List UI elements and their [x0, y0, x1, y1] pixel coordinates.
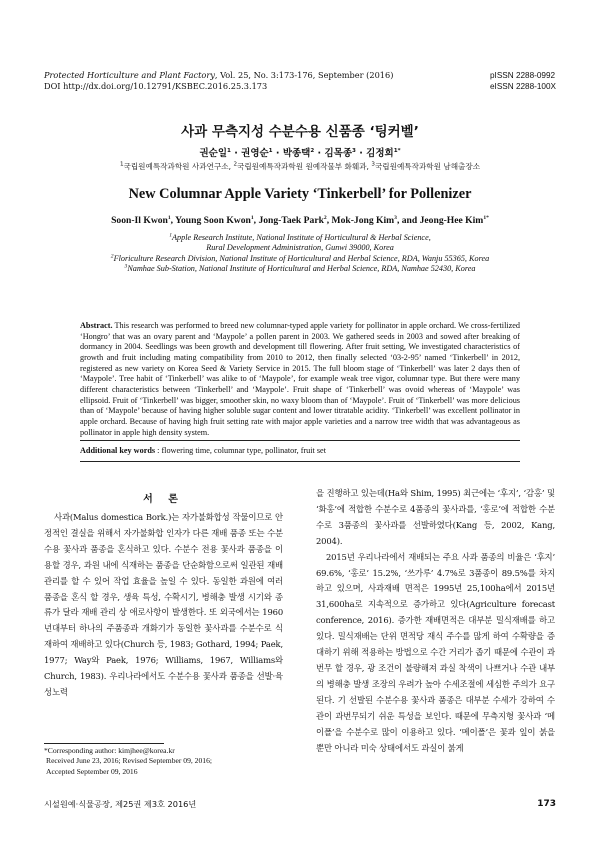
- key-words-label: Additional key words: [80, 446, 156, 455]
- author-name: Jeong-Hee Kim: [419, 215, 484, 226]
- author-affiliation-sup: 1: [268, 147, 273, 154]
- author-separator: ,: [326, 215, 332, 226]
- eissn: eISSN 2288-100X: [490, 82, 556, 91]
- abstract: [80, 321, 520, 438]
- author-separator: ,: [170, 215, 176, 226]
- intro-paragraph-2: 을 진행하고 있는데(Ha와 Shim, 1995) 최근에는 ‘후지’, ‘감홍’ 및 ‘화홍’에 적합한 수분수로 4품종의 꽃사과를, ‘홍로’에 적합한 수분수로 3품종의 꽃사과를 선발하였다(Kang 등, 2002, Kang, 2004).: [316, 488, 555, 546]
- author-separator: ,: [253, 215, 259, 226]
- korean-affiliation: 국립원예특작과학원 원예작물부 화훼과,: [237, 162, 372, 171]
- author-affiliation-sup: 1: [167, 214, 171, 221]
- affil-sup: 3: [124, 263, 128, 270]
- affil-1-line2: Rural Development Administration, Gunwi 39000, Korea: [206, 243, 394, 253]
- author-affiliation-sup: 3: [394, 214, 397, 221]
- author-separator: ·: [314, 148, 325, 159]
- author-affiliation-sup: 1: [227, 147, 231, 154]
- affil-sup: 1: [169, 232, 173, 239]
- doi: DOI http://dx.doi.org/10.12791/KSBEC.2016.25.3.173: [44, 81, 268, 91]
- pissn: pISSN 2288-0992: [490, 71, 556, 80]
- key-words-text: : flowering time, columnar type, pollinator, fruit set: [155, 446, 326, 455]
- footnote-divider: [44, 743, 164, 744]
- author-name: 권순일: [199, 148, 227, 159]
- affil-1-line1: Apple Research Institute, National Institute of Horticultural & Herbal Science,: [172, 233, 431, 242]
- abstract-label: Abstract.: [80, 321, 113, 330]
- author-name: Soon-Il Kwon: [111, 215, 168, 226]
- author-name: Mok-Jong Kim: [331, 215, 395, 226]
- author-affiliation-sup: 2: [310, 147, 315, 154]
- affil-sup: 2: [110, 253, 114, 260]
- divider-top: [80, 440, 520, 441]
- author-name: Jong-Taek Park: [258, 215, 324, 226]
- abstract-text: This research was performed to breed new columnar-typed apple variety for pollinator in apple orchard. We cross-fertilized ‘Hongro’ that was an ovary parent and ‘Maypole’ a pollen parent in 2003. We gathered seeds in 2003 and sowed after breaking of dormancy in 2004. Seedlings was been growth and development till flowering. After fruit setting, We investigated characteristics of growth and fruit including mating compatibility from 2010 to 2012, then finally selected ‘03-2-95’ named ‘Tinkerbell’ in 2012, registered as new variety on Korea Seed & Variety Service in 2015. The full bloom stage of ‘Tinkerbell’ was later 2 days then of ‘Maypole’. Tree habit of ‘Tinkerbell’ was alike to of ‘Maypole’, for example weak tree vigor, columnar type. But there were many different characteristics between ‘Tinkerbell’ and ‘Maypole’. Fruit shape of ‘Tinkerbell’ was ovoid whereas of ‘Maypole’ was ellipsoid. Fruit of ‘Tinkerbell’ was bigger, smoother skin, no waxy bloom than of ‘Maypole’. Fruit of ‘Tinkerbell’ was more delicious than of ‘Maypole’ because of having higher soluble sugar content and lower titratable acidity. ‘Tinkerbell’ was excellent pollinator in apple orchard. Because of having high fruit setting rate with major apple varieties and a narrow tree width that was advantageous as pollinator in apple high density system.: [80, 321, 520, 437]
- korean-affiliation: 국립원예특작과학원 사과연구소,: [123, 162, 234, 171]
- author-affiliation-sup: 1*: [483, 214, 489, 221]
- intro-paragraph-3: 2015년 우리나라에서 재배되는 주요 사과 품종의 비율은 ‘후지’ 69.6%, ‘홍로’ 15.2%, ‘쓰가루’ 4.7%로 3품종이 89.5%를 차지하고 있으며, 사과재배 면적은 1995년 25,100ha에서 2015년 31,600ha로 지속적으로 증가하고 있다(Agriculture forecast conference, 2016). 증가한 재배면적은 대부분 밀식재배를 하고 있다. 밀식재배는 단위 면적당 재식 주수를 많게 하여 수확량을 증대하기 위해 적용하는 방법으로 수간 거리가 좁기 때문에 수관이 과번무 할 경우, 광 조건이 불량해져 과실 착색이 나쁘거나 수관 내부의 병해충 발생 조장의 우려가 높아 수세조절에 세심한 주의가 요구된다. 기 선발된 수분수용 꽃사과 품종은 대부분 수세가 강하여 수관이 과번무되기 쉬운 특성을 보인다. 때문에 무측지형 꽃사과 ‘메이폴’을 수분수로 많이 이용하고 있다. ‘메이폴’은 꽃과 잎이 붉을 뿐만 아니라 미숙 상태에서도 과실이 붉게: [316, 551, 555, 753]
- affil-sup: 1: [119, 161, 124, 168]
- english-affiliations: [0, 233, 600, 275]
- english-authors: [0, 215, 600, 226]
- korean-affiliations: [0, 161, 600, 172]
- header-citation: [44, 70, 393, 92]
- footer-journal: 시설원예·식물공장, 제25권 제3호 2016년: [44, 799, 197, 809]
- issn-block: [490, 70, 556, 92]
- korean-authors: [0, 145, 600, 159]
- author-name: 박종택: [282, 148, 311, 159]
- accepted-date: Accepted September 09, 2016: [46, 766, 138, 776]
- english-title: New Columnar Apple Variety ‘Tinkerbell’ for Pollenizer: [128, 186, 472, 202]
- affil-2: Floriculture Research Division, National Institute of Horticultural and Herbal Science, RDA, Wanju 55365, Korea: [113, 253, 490, 263]
- author-separator: ·: [272, 148, 283, 159]
- journal-volume: , Vol. 25, No. 3:173-176, September (2016): [214, 70, 394, 80]
- author-affiliation-sup: 2: [323, 214, 327, 221]
- korean-affiliation: 국립원예특작과학원 남해출장소: [374, 162, 481, 171]
- affil-sup: 2: [233, 161, 238, 168]
- author-separator: , and: [396, 215, 420, 226]
- author-name: 김정희: [366, 148, 394, 159]
- author-affiliation-sup: 1: [250, 214, 254, 221]
- received-date: Received June 23, 2016; Revised September 09, 2016;: [46, 756, 212, 766]
- section-title-introduction: 서 론: [143, 494, 184, 505]
- author-affiliation-sup: 1*: [393, 147, 401, 154]
- divider-bottom: [80, 461, 520, 462]
- author-name: Young Soon Kwon: [175, 215, 251, 226]
- footnote: [44, 746, 294, 777]
- author-name: 김목종: [324, 148, 353, 159]
- body-column-right: [316, 486, 555, 756]
- corresponding-author: *Corresponding author: kimjhee@korea.kr: [44, 746, 175, 755]
- running-header: [44, 70, 556, 92]
- page-number: 173: [537, 799, 556, 809]
- author-separator: ·: [230, 148, 242, 159]
- journal-name: Protected Horticulture and Plant Factory: [44, 70, 215, 80]
- author-separator: ·: [355, 148, 367, 159]
- affil-3: Namhae Sub-Station, National Institute of Horticultural and Herbal Science, RDA, Namhae 52430, Korea: [127, 264, 476, 274]
- author-affiliation-sup: 3: [352, 147, 356, 154]
- affil-sup: 3: [371, 161, 375, 168]
- intro-paragraph-1: 사과(Malus domestica Bork.)는 자가불화합성 작물이므로 안정적인 결실을 위해서 자가불화합 인자가 다른 재배 품종 또는 수분수용 꽃사과 품종을 혼식하고 있다. 수분수 전용 꽃사과 품종을 이용할 경우, 과원 내에 식재하는 품종을 단순화함으로써 일관된 재배관리를 할 수 있어 작업 효율을 높일 수 있다. 동일한 과원에 여러 품종을 혼식 할 경우, 생육 특성, 수확시기, 병해충 발생 시기와 종류가 달라 재배 관리 상 애로사항이 발생한다. 또 외국에서는 1960년대부터 하나의 주품종과 개화기가 동일한 꽃사과를 수분수로 식재하여 재배하고 있다(Church 등, 1983; Gothard, 1994; Paek, 1977; Way와 Paek, 1976; Williams, 1967, Williams와 Church, 1983). 우리나라에서도 수분수용 꽃사과 품종을 선발·육성노력: [44, 512, 283, 697]
- key-words: [80, 446, 520, 455]
- korean-title: 사과 무측지성 수분수용 신품종 ‘팅커벨’: [181, 124, 419, 140]
- page-footer: [44, 799, 556, 813]
- author-name: 권영순: [241, 148, 269, 159]
